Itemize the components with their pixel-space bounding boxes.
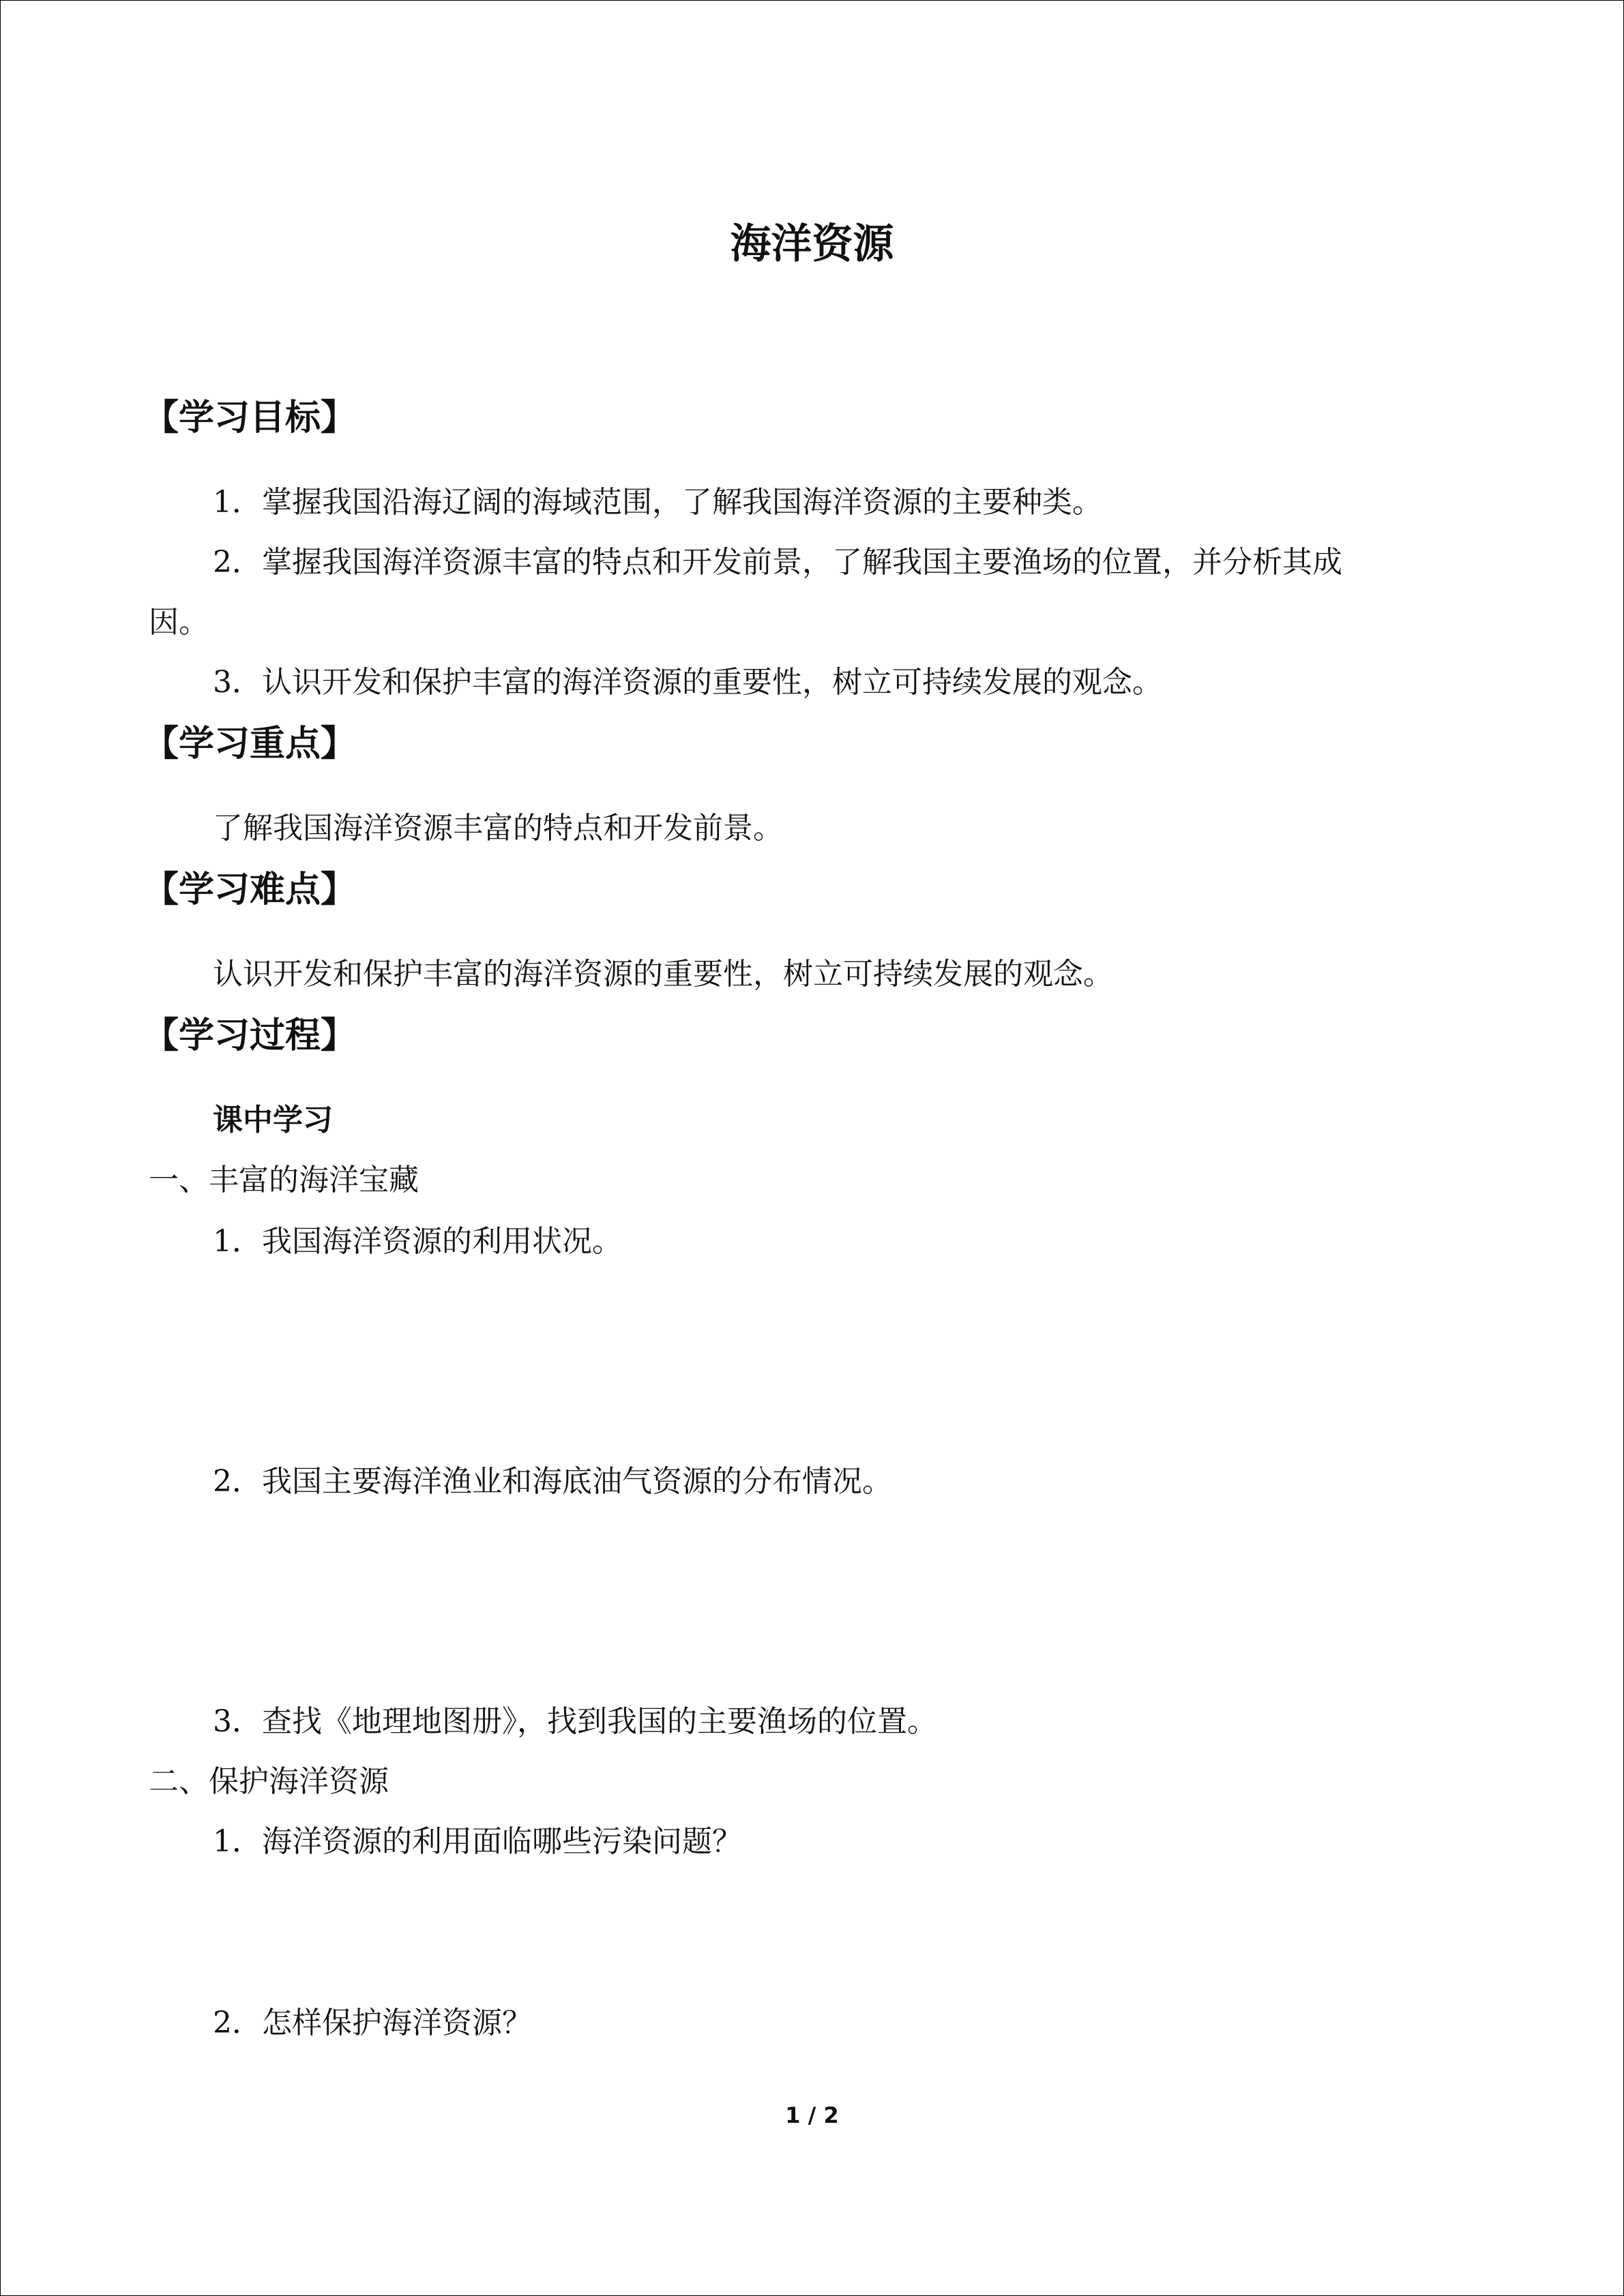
process-heading: 【学习过程】 xyxy=(143,1015,357,1056)
objective-item-2: 2．掌握我国海洋资源丰富的特点和开发前景，了解我国主要渔场的位置，并分析其成 xyxy=(213,545,1342,580)
page-title: 海洋资源 xyxy=(730,220,894,268)
objective-item-3: 3．认识开发和保护丰富的海洋资源的重要性，树立可持续发展的观念。 xyxy=(213,665,1162,700)
difficulties-heading: 【学习难点】 xyxy=(143,869,357,910)
part1-item-2: 2．我国主要海洋渔业和海底油气资源的分布情况。 xyxy=(213,1464,892,1499)
part2-item-2: 2．怎样保护海洋资源？ xyxy=(213,2006,532,2040)
process-subheading: 课中学习 xyxy=(213,1103,333,1137)
part1-title: 一、丰富的海洋宝藏 xyxy=(149,1163,419,1197)
page-number: 1 / 2 xyxy=(785,2102,839,2128)
key-points-heading: 【学习重点】 xyxy=(143,724,357,764)
objectives-heading: 【学习目标】 xyxy=(143,398,357,438)
part1-item-1: 1．我国海洋资源的利用状况。 xyxy=(213,1224,622,1259)
key-points-text: 了解我国海洋资源丰富的特点和开发前景。 xyxy=(213,811,783,846)
difficulties-text: 认识开发和保护丰富的海洋资源的重要性，树立可持续发展的观念。 xyxy=(213,957,1113,992)
objective-item-1: 1．掌握我国沿海辽阔的海域范围，了解我国海洋资源的主要种类。 xyxy=(213,485,1102,520)
part2-title: 二、保护海洋资源 xyxy=(149,1764,389,1799)
part2-item-1: 1．海洋资源的利用面临哪些污染问题？ xyxy=(213,1824,742,1859)
objective-item-2-cont: 因。 xyxy=(149,605,209,640)
part1-item-3: 3．查找《地理地图册》，找到我国的主要渔场的位置。 xyxy=(213,1704,937,1739)
